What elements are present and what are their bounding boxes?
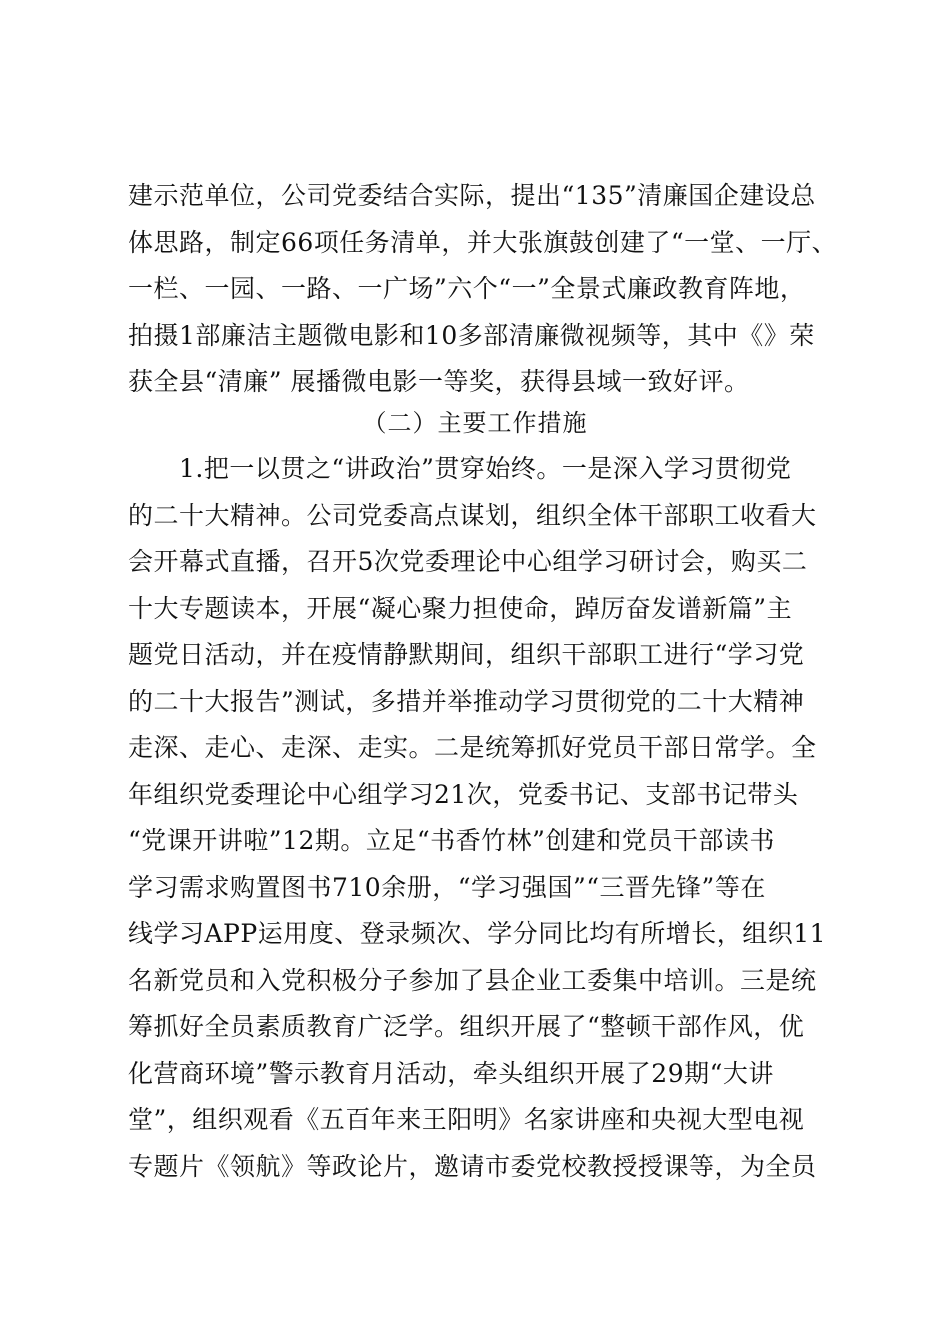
paragraph-line: 一栏、一园、一路、一广场”六个“一”全景式廉政教育阵地， (128, 274, 806, 303)
section-heading: （二）主要工作措施 (362, 409, 588, 437)
intro-paragraph (128, 173, 838, 406)
paragraph-line: 的二十大精神。公司党委高点谋划，组织全体干部职工收看大 (128, 500, 817, 530)
paragraph-line: 走深、走心、走深、走实。二是统筹抓好党员干部日常学。全 (128, 733, 817, 762)
paragraph-line: 年组织党委理论中心组学习21次，党委书记、支部书记带头 (128, 779, 799, 809)
paragraph-line: 专题片《领航》等政论片，邀请市委党校教授授课等，为全员 (128, 1151, 817, 1181)
paragraph-line: 线学习APP运用度、登录频次、学分同比均有所增长，组织11 (128, 919, 827, 948)
paragraph-line: 的二十大报告”测试，多措并举推动学习贯彻党的二十大精神 (128, 686, 805, 716)
paragraph-line: 堂”，组织观看《五百年来王阳明》名家讲座和央视大型电视 (128, 1105, 805, 1134)
paragraph-line: 十大专题读本，开展“凝心聚力担使命，踔厉奋发谱新篇”主 (128, 593, 793, 623)
paragraph-line: 拍摄1部廉洁主题微电影和10多部清廉微视频等，其中《》荣 (128, 320, 815, 350)
paragraph-line: “党课开讲啦”12期。立足“书香竹林”创建和党员干部读书 (128, 826, 775, 855)
paragraph-line: 学习需求购置图书710余册，“学习强国”“三晋先锋”等在 (128, 872, 766, 902)
paragraph-line: 筹抓好全员素质教育广泛学。组织开展了“整顿干部作风，优 (128, 1012, 805, 1041)
paragraph-line: 名新党员和入党积极分子参加了县企业工委集中培训。三是统 (128, 965, 817, 995)
paragraph-line: 1.把一以贯之“讲政治”贯穿始终。一是深入学习贯彻党 (128, 454, 792, 483)
paragraph-line: 获全县“清廉” 展播微电影一等奖，获得县域一致好评。 (128, 367, 750, 396)
paragraph-line: 会开幕式直播，召开5次党委理论中心组学习研讨会，购买二 (128, 547, 808, 576)
paragraph-line: 化营商环境”警示教育月活动，牵头组织开展了29期“大讲 (128, 1058, 774, 1088)
measures-paragraph (128, 446, 828, 1190)
paragraph-line: 建示范单位，公司党委结合实际，提出“135”清廉国企建设总 (128, 181, 816, 210)
paragraph-line: 题党日活动，并在疫情静默期间，组织干部职工进行“学习党 (128, 640, 805, 669)
paragraph-line: 体思路，制定66项任务清单，并大张旗鼓创建了“一堂、一厅、 (128, 227, 838, 257)
